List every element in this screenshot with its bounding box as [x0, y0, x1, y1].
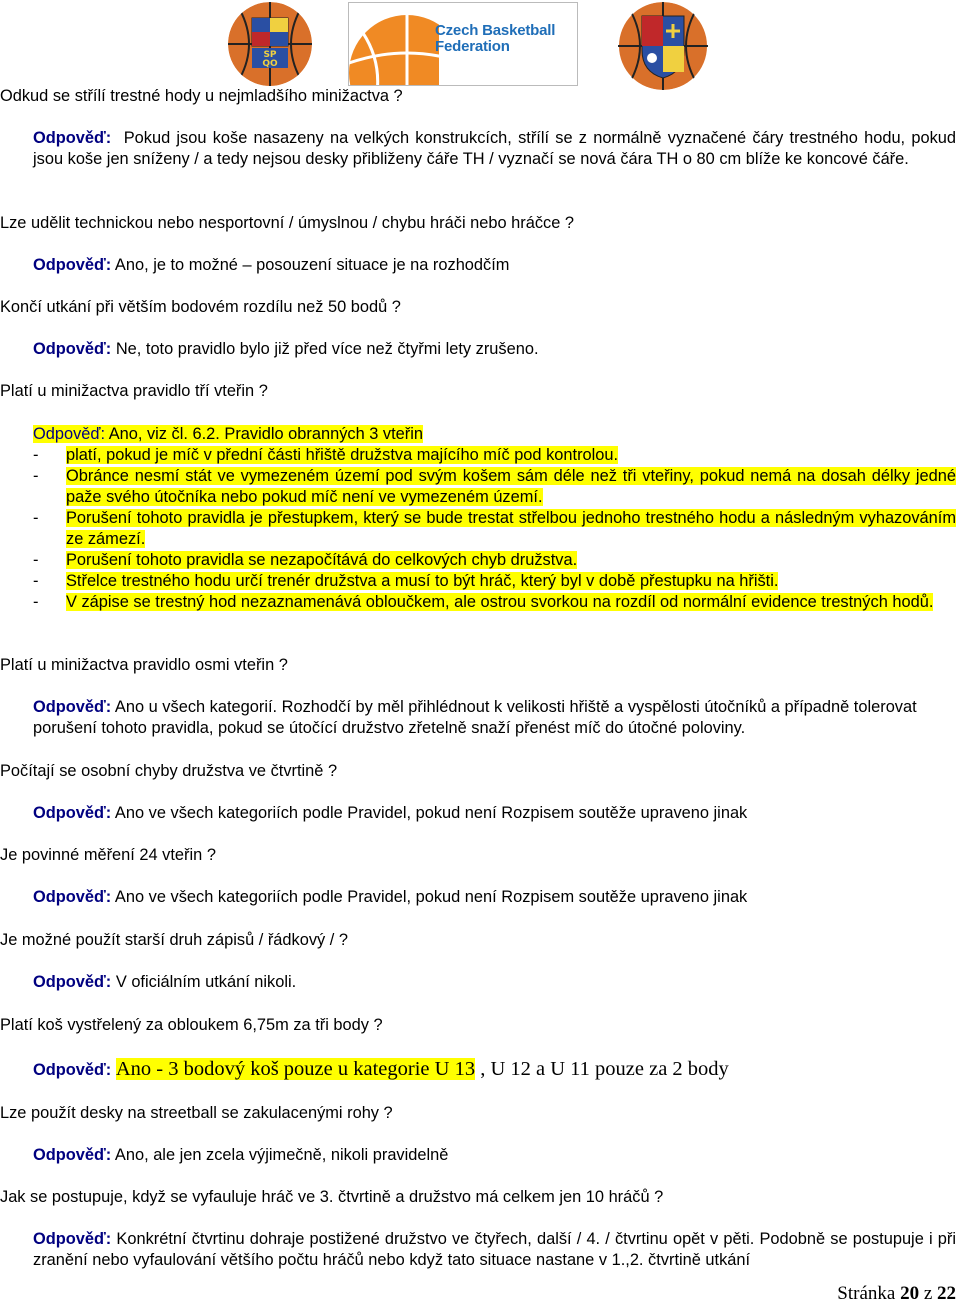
answer-7: Odpověď: Ano ve všech kategoriích podle Pravidel, pokud není Rozpisem soutěže upraveno jinak: [33, 888, 748, 906]
header-logos: [0, 0, 960, 92]
answer-4: Odpověď: Ano, viz čl. 6.2. Pravidlo obranných 3 vteřin: [33, 425, 424, 443]
svg-text:QO: QO: [262, 59, 278, 69]
question-5: Platí u minižactva pravidlo osmi vteřin ?: [0, 656, 288, 674]
question-7: Je povinné měření 24 vteřin ?: [0, 846, 216, 864]
rule-item-5: - Střelce trestného hodu určí trenér družstva a musí to být hráč, který byl v době přestupku na hřišti.: [33, 572, 779, 590]
rule-item-6: - V zápise se trestný hod nezaznamenává obloučkem, ale ostrou svorkou na rozdíl od normální evidence trestných hodů.: [33, 593, 934, 611]
answer-9: Odpověď: Ano - 3 bodový koš pouze u kategorie U 13 , U 12 a U 11 pouze za 2 body: [33, 1058, 729, 1080]
question-3: Končí utkání při větším bodovém rozdílu než 50 bodů ?: [0, 298, 401, 316]
answer-3: Odpověď: Ne, toto pravidlo bylo již před více než čtyřmi lety zrušeno.: [33, 340, 539, 358]
rule-item-1: - platí, pokud je míč v přední části hřiště družstva majícího míč pod kontrolou.: [33, 446, 619, 464]
rule-item-4: - Porušení tohoto pravidla se nezapočítává do celkových chyb družstva.: [33, 551, 578, 569]
answer-label: Odpověď:: [33, 129, 112, 147]
czech-basketball-federation-logo: [348, 2, 578, 86]
question-4: Platí u minižactva pravidlo tří vteřin ?: [0, 382, 268, 400]
answer-10: Odpověď: Ano, ale jen zcela výjimečně, nikoli pravidelně: [33, 1146, 449, 1164]
answer-6: Odpověď: Ano ve všech kategoriích podle Pravidel, pokud není Rozpisem soutěže upraveno jinak: [33, 804, 748, 822]
rule-item-3: - Porušení tohoto pravidla je přestupkem, který se bude trestat střelbou jednoho trestného hodu a následným vyhazováním ze zámezí.: [33, 509, 956, 548]
question-1: Odkud se střílí trestné hody u nejmladšího minižactva ?: [0, 87, 403, 105]
question-11: Jak se postupuje, když se vyfauluje hráč ve 3. čtvrtině a družstvo má celkem jen 10 hráčů ?: [0, 1188, 664, 1206]
answer-5: Odpověď: Ano u všech kategorií. Rozhodčí by měl přihlédnout k velikosti hřiště a vyspělosti útočníků a případně tolerovat porušení tohoto pravidla, pokud se útočící družstvo zřetelně snaží přenést míč do útočné poloviny.: [33, 698, 917, 737]
region-basketball-logo-right: [618, 2, 708, 90]
answer-1: Odpověď: Pokud jsou koše nasazeny na velkých konstrukcích, střílí se z normálně vyznačené čáry trestného hodu, pokud jsou koše jen sníženy / a tedy nejsou desky přibliženy čáře TH / vyznačí se nová čára TH o 80 cm blíže ke koncové čáře.: [33, 129, 956, 168]
region-basketball-logo-left: [228, 2, 312, 86]
question-9: Platí koš vystřelený za obloukem 6,75m za tři body ?: [0, 1016, 383, 1034]
question-8: Je možné použít starší druh zápisů / řádkový / ?: [0, 931, 349, 949]
question-2: Lze udělit technickou nebo nesportovní / úmyslnou / chybu hráči nebo hráčce ?: [0, 214, 575, 232]
answer-2: Odpověď: Ano, je to možné – posouzení situace je na rozhodčím: [33, 256, 510, 274]
cbf-wordmark: Czech Basketball Federation: [435, 22, 556, 55]
question-10: Lze použít desky na streetball se zakulacenými rohy ?: [0, 1104, 393, 1122]
question-6: Počítají se osobní chyby družstva ve čtvrtině ?: [0, 762, 338, 780]
answer-8: Odpověď: V oficiálním utkání nikoli.: [33, 973, 297, 991]
answer-11: Odpověď: Konkrétní čtvrtinu dohraje postižené družstvo ve čtyřech, další / 4. / čtvrtinu opět v pěti. Podobně se postupuje i při zranění nebo vyfaulování většího počtu hráčů nebo když tato situace nastane v 1.,2. čtvrtině utkání: [33, 1230, 956, 1269]
rule-item-2: - Obránce nesmí stát ve vymezeném území pod svým košem sám déle než tři vteřiny, pokud nemá na dosah délky jedné paže svého útočníka nebo pokud míč není ve vymezeném území.: [33, 467, 956, 506]
page-number: Stránka 20 z 22: [837, 1283, 956, 1304]
spqo-text: SP: [263, 50, 277, 60]
